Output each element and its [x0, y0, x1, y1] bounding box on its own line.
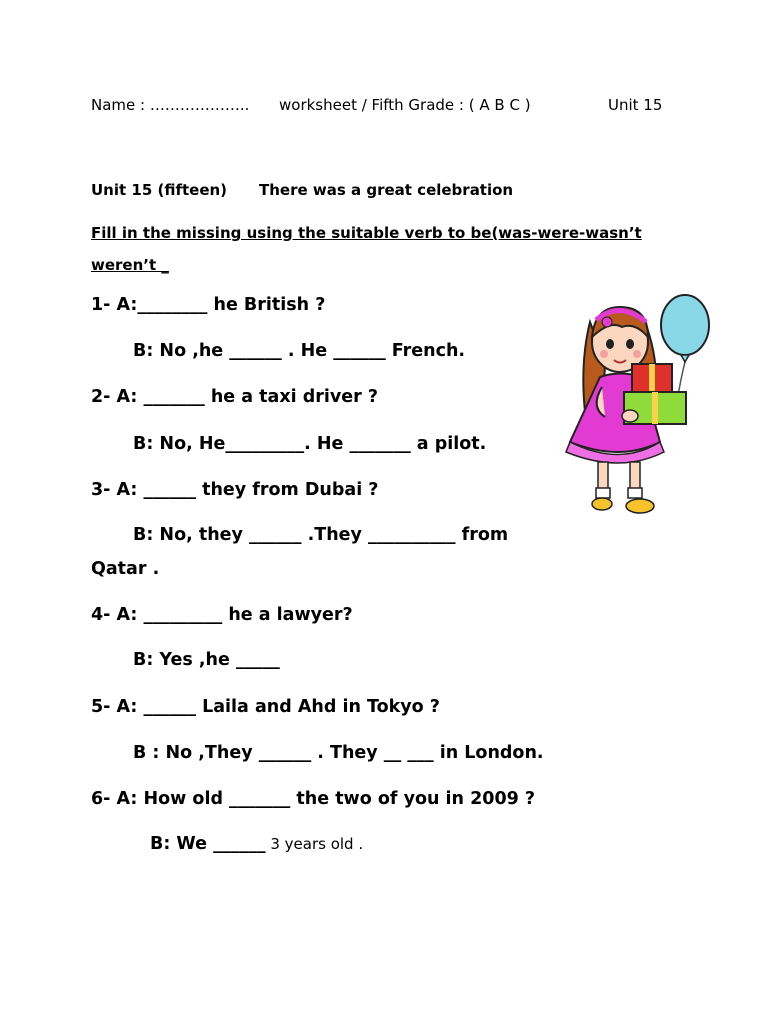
- question-3-a: 3- A: ______ they from Dubai ?: [91, 480, 379, 500]
- unit-title: [91, 181, 514, 199]
- instruction-line-1: Fill in the missing using the suitable verb to be(was-were-wasn’t: [91, 224, 642, 242]
- question-6-b: [150, 834, 363, 854]
- question-1-b: B: No ,he ______ . He ______ French.: [133, 341, 466, 361]
- question-3-b: B: No, they ______ .They __________ from: [133, 525, 509, 545]
- question-3-b-continued: Qatar .: [91, 559, 160, 579]
- instruction-line-2: weren’t _: [91, 256, 169, 274]
- question-4-b: B: Yes ,he _____: [133, 650, 280, 670]
- unit-number: Unit 15 (fifteen): [91, 181, 228, 199]
- unit-topic: There was a great celebration: [259, 181, 514, 199]
- question-6-b-prompt: B: We ______: [150, 834, 266, 854]
- question-6-a: 6- A: How old _______ the two of you in 2009 ?: [91, 789, 536, 809]
- question-5-b: B : No ,They ______ . They __ ___ in London.: [133, 743, 544, 763]
- worksheet-grade: worksheet / Fifth Grade : ( A B C ): [279, 96, 531, 114]
- question-5-a: 5- A: ______ Laila and Ahd in Tokyo ?: [91, 697, 440, 717]
- question-2-a: 2- A: _______ he a taxi driver ?: [91, 387, 379, 407]
- name-field: Name : ………………..: [91, 96, 250, 114]
- girl-with-gifts-illustration: [560, 292, 720, 532]
- question-4-a: 4- A: _________ he a lawyer?: [91, 605, 353, 625]
- question-2-b: B: No, He_________. He _______ a pilot.: [133, 434, 487, 454]
- unit-label: Unit 15: [608, 96, 663, 114]
- question-6-b-answer: 3 years old .: [265, 835, 364, 853]
- question-1-a: 1- A:________ he British ?: [91, 295, 326, 315]
- shoe-icon: [592, 498, 612, 510]
- balloon-icon: [661, 295, 709, 355]
